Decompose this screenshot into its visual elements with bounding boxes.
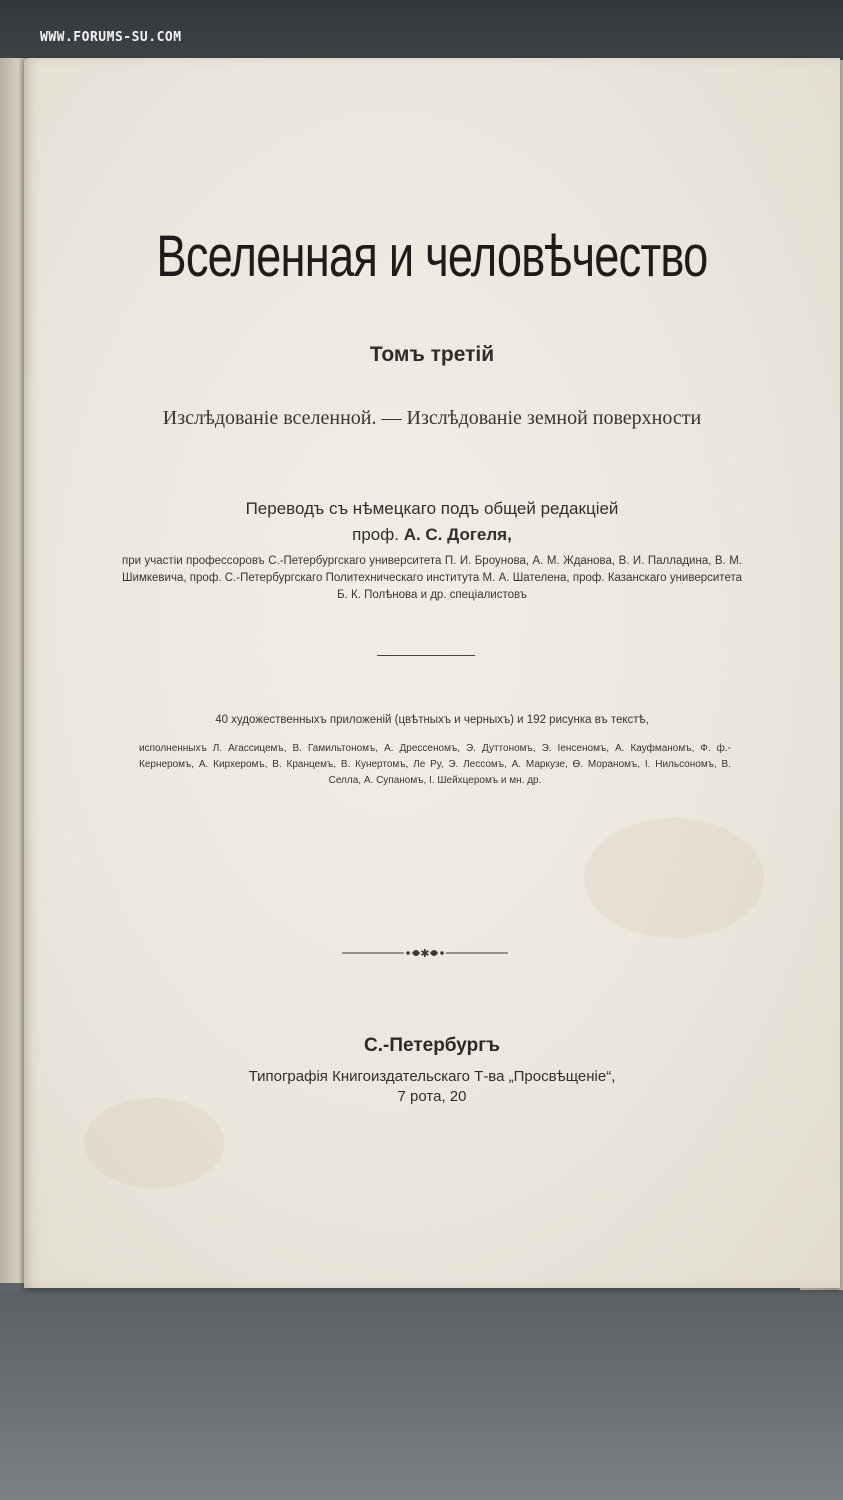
publisher-line: Типографія Книгоиздательскаго Т-ва „Просвѣщеніе“, [248, 1068, 616, 1085]
contributors-paragraph: при участіи профессоровъ С.-Петербургскаго университета П. И. Броунова, А. М. Жданова, В. И. Палладина, В. М. Шимкевича, проф. С.-Петербургскаго Политехническаго института М. А. Шателена, проф. Казанскаго университета Б. К. Полѣнова и др. спеціалистовъ [122, 555, 742, 601]
ornament-glyph: ✱ [420, 947, 430, 960]
ornament-divider [342, 943, 508, 963]
editor-prefix: проф. [352, 525, 399, 544]
volume-label: Томъ третій [369, 343, 495, 366]
translation-note [24, 496, 840, 548]
publication-city: С.-Петербургъ [364, 1035, 500, 1056]
illustrators-paragraph: исполненныхъ Л. Агассицемъ, В. Гамильтономъ, А. Дрессеномъ, Э. Дуттономъ, Э. Іенсеномъ, А. Кауфманомъ, Ф. ф.-Кернеромъ, А. Кирхеромъ, В. Кранцемъ, В. Кунертомъ, Ле Ру, Э. Лессомъ, А. Маркузе, Ѳ. Мораномъ, І. Нильсономъ, В. Селла, А. Супаномъ, І. Шейхцеромъ и мн. др. [139, 743, 731, 786]
watermark-text: WWW.FORUMS-SU.COM [40, 30, 182, 45]
translation-line: Переводъ съ нѣмецкаго подъ общей редакціей [245, 499, 619, 518]
publisher-address: 7 рота, 20 [397, 1088, 467, 1105]
volume-subtitle: Изслѣдованіе вселенной. — Изслѣдованіе земной поверхности [162, 407, 702, 429]
book-title: Вселенная и человѣчество [156, 224, 708, 289]
editor-name: А. С. Догеля, [403, 525, 512, 544]
section-divider [377, 655, 475, 656]
table-surface [0, 1290, 843, 1500]
illustrations-line: 40 художественныхъ приложеній (цвѣтныхъ и черныхъ) и 192 рисунка въ текстѣ, [215, 714, 649, 726]
editor-line [24, 522, 840, 548]
title-page-content [24, 58, 840, 1288]
